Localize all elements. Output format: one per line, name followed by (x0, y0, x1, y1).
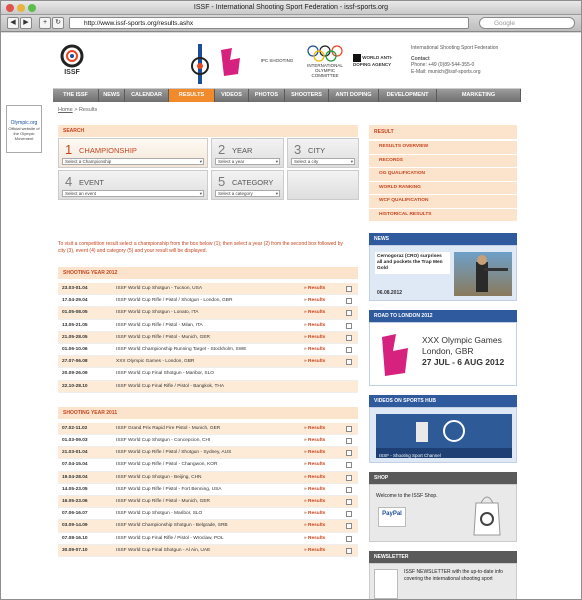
pdf-icon[interactable] (346, 359, 352, 365)
search-instructions: To visit a competition result select a championship from the box below (1); then select a year (2) from the second box followed by city (3), event (4) and category (5) and your result will be displayed. (58, 241, 343, 254)
right-column (369, 125, 517, 600)
browser-toolbar (1, 15, 581, 32)
search-box-category (211, 170, 284, 200)
year-header: SHOOTING YEAR 2012 (58, 267, 358, 279)
contact-label: Contact (411, 55, 430, 62)
event-date: 23.03-01.04 (62, 286, 88, 291)
table-row (58, 356, 358, 368)
event-date: 17.04-29.04 (62, 298, 88, 304)
pdf-icon[interactable] (346, 347, 352, 353)
close-icon[interactable] (6, 4, 14, 12)
ioc-logo-text: INTERNATIONAL OLYMPIC COMMITTEE (307, 63, 343, 78)
nav-item-development[interactable]: DEVELOPMENT (379, 89, 437, 102)
reload-button[interactable]: ↻ (52, 17, 64, 29)
breadcrumb-current: Results (78, 107, 98, 113)
event-title: ISSF World Cup Shotgun - Beijing, CHN (116, 474, 202, 480)
pdf-icon[interactable] (346, 523, 352, 529)
ipc-logo-text: IPC SHOOTING (260, 58, 294, 63)
results-link[interactable]: » Results (304, 310, 326, 316)
back-button[interactable]: ◀ (7, 17, 19, 29)
paypal-button[interactable] (378, 507, 406, 527)
event-select[interactable]: Select an event ▾ (62, 190, 204, 197)
nav-item-anti-doping[interactable]: ANTI DOPING (329, 89, 379, 102)
results-link[interactable]: » Results (304, 286, 326, 291)
table-row (58, 295, 358, 307)
pdf-icon[interactable] (346, 426, 352, 432)
search-box-empty (287, 170, 359, 200)
pdf-icon[interactable] (346, 475, 352, 481)
breadcrumb-home[interactable]: Home (58, 107, 73, 113)
shop-header: SHOP (369, 472, 517, 484)
results-link[interactable]: » Results (304, 523, 326, 529)
event-title: ISSF World Cup Shotgun - Maribor, SLO (116, 511, 203, 517)
forward-button[interactable]: ▶ (20, 17, 32, 29)
table-row (58, 496, 358, 508)
videos-header: VIDEOS ON SPORTS HUB (369, 395, 517, 407)
event-date: 20.09-26.09 (62, 371, 88, 377)
pdf-icon[interactable] (346, 286, 352, 292)
table-row (58, 435, 358, 447)
event-date: 07.06-16.07 (62, 511, 88, 517)
results-link[interactable]: » Results (304, 359, 326, 365)
results-link[interactable]: » Results (304, 334, 326, 340)
nav-item-news[interactable]: NEWS (99, 89, 125, 102)
table-row (58, 520, 358, 532)
news-date: 06.08.2012 (377, 290, 403, 296)
results-link[interactable]: » Results (304, 474, 326, 480)
table-row (58, 472, 358, 484)
table-row (58, 508, 358, 520)
category-select[interactable]: Select a category ▾ (215, 190, 280, 197)
london-info[interactable] (422, 335, 504, 368)
nav-item-shooters[interactable]: SHOOTERS (285, 89, 329, 102)
event-date: 16.05-23.06 (62, 499, 88, 504)
event-title: ISSF World Cup Final Rifle / Pistol - Bangkok, THA (116, 383, 225, 389)
event-date: 01.03-09.03 (62, 438, 88, 443)
table-row (58, 368, 358, 380)
results-link[interactable]: » Results (304, 547, 326, 553)
contact-phone: Phone: +49 (0)89-544-355-0 (411, 62, 475, 68)
table-row (58, 447, 358, 459)
london-line1: XXX Olympic Games (422, 335, 502, 345)
table-row (58, 381, 358, 393)
event-date: 07.04-15.04 (62, 462, 88, 468)
event-date: 01.05-08.05 (62, 310, 88, 316)
event-title: ISSF World Championship Running Target - Stockholm, SWE (116, 347, 247, 352)
news-headline[interactable]: Cernogoraz (CRO) surprises all and pockets the Trap Men Gold (375, 252, 450, 274)
window-title: ISSF - International Shooting Sport Federation - issf-sports.org (193, 4, 389, 11)
address-bar[interactable]: http://www.issf-sports.org/results.ashx (69, 17, 469, 29)
step-number: 2 (218, 142, 226, 157)
ioc-logo (301, 44, 349, 84)
london-panel (369, 310, 517, 386)
search-box-championship (58, 138, 208, 168)
search-field[interactable]: Google (479, 17, 575, 29)
result-menu-item-wcf-qualification[interactable]: WCF QUALIFICATION (369, 195, 517, 208)
video-player[interactable] (376, 414, 512, 458)
event-date: 30.09-07.10 (62, 547, 88, 553)
step-number: 4 (65, 174, 73, 189)
result-menu-item-results-overview[interactable]: RESULTS OVERVIEW (369, 141, 517, 154)
pdf-icon[interactable] (346, 310, 352, 316)
search-header: SEARCH (58, 125, 358, 137)
result-menu-item-records[interactable]: RECORDS (369, 155, 517, 168)
result-menu-header: RESULT (369, 125, 517, 139)
event-date: 03.09-14.09 (62, 523, 88, 529)
results-link[interactable]: » Results (304, 450, 326, 456)
wada-logo (353, 44, 403, 84)
table-row (58, 484, 358, 496)
pdf-icon[interactable] (346, 335, 352, 341)
event-title: ISSF World Championship Shotgun - Belgrade, SRB (116, 523, 228, 529)
nav-item-photos[interactable]: PHOTOS (249, 89, 285, 102)
table-row (58, 545, 358, 557)
site-header (53, 39, 521, 89)
result-menu (369, 141, 517, 221)
event-date: 14.05-23.05 (62, 486, 88, 492)
event-title: ISSF Grand Prix Rapid Fire Pistol - Munich, GER (116, 425, 221, 431)
results-link[interactable]: » Results (304, 347, 326, 352)
event-title: ISSF World Cup Final Shotgun - Maribor, SLO (116, 371, 215, 377)
pdf-icon[interactable] (346, 450, 352, 456)
pdf-icon[interactable] (346, 462, 352, 468)
event-title: ISSF World Cup Shotgun - Lonato, ITA (116, 310, 199, 316)
step-label: CITY (308, 146, 326, 155)
table-row (58, 283, 358, 295)
year-select[interactable]: Select a year ▾ (215, 158, 280, 165)
table-row (58, 320, 358, 332)
newsletter-text: ISSF NEWSLETTER with the up-to-date info covering the international shooting sport (404, 569, 503, 582)
olympic-badge[interactable] (6, 105, 42, 153)
page-viewport (1, 33, 581, 600)
video-caption: ISSF - Shooting Sport Channel (379, 453, 441, 458)
step-label: YEAR (232, 146, 253, 155)
event-title: ISSF World Cup Final Rifle / Pistol - Wroclaw, POL (116, 535, 224, 541)
pdf-icon[interactable] (346, 487, 352, 493)
news-photo[interactable] (454, 252, 512, 296)
table-row (58, 344, 358, 356)
event-date: 07.08-16.10 (62, 535, 88, 541)
title-bar (1, 1, 581, 15)
year-header: SHOOTING YEAR 2011 (58, 407, 358, 419)
breadcrumb (58, 107, 97, 113)
newsletter-panel (369, 551, 517, 600)
event-title: XXX Olympic Games - London, GBR (116, 359, 195, 365)
london2012-emblem (378, 329, 414, 381)
paypal-label: PayPal (382, 511, 402, 517)
org-name: International Shooting Sport Federation (411, 45, 499, 51)
nav-item-the-issf[interactable]: THE ISSF (53, 89, 99, 102)
ipc-shooting-logo (257, 44, 297, 84)
nav-item-results[interactable]: RESULTS (169, 89, 215, 102)
contact-block (411, 45, 521, 75)
wada-icon (353, 54, 361, 62)
search-box-city (287, 138, 359, 168)
issf-logo-text: ISSF (64, 69, 80, 76)
result-menu-item-world-ranking[interactable]: WORLD RANKING (369, 182, 517, 195)
event-date: 22.10-28.10 (62, 383, 88, 389)
pdf-icon[interactable] (346, 536, 352, 542)
event-title: ISSF World Cup Rifle / Pistol - Munich, GER (116, 499, 211, 504)
event-date: 01.06-10.06 (62, 347, 88, 352)
step-label: EVENT (79, 178, 105, 187)
event-title: ISSF World Cup Final Shotgun - Al Ain, UAE (116, 547, 211, 553)
event-date: 21.03-01.04 (62, 450, 88, 456)
main-nav (53, 89, 521, 102)
shop-panel (369, 472, 517, 542)
event-title: ISSF World Cup Shotgun - Concepcion, CHI (116, 438, 211, 443)
zoom-icon[interactable] (28, 4, 36, 12)
event-title: ISSF World Cup Rifle / Pistol - Milan, ITA (116, 322, 203, 328)
london-header: ROAD TO LONDON 2012 (369, 310, 517, 322)
pdf-icon[interactable] (346, 548, 352, 554)
nav-item-videos[interactable]: VIDEOS (215, 89, 249, 102)
step-label: CHAMPIONSHIP (79, 146, 137, 155)
olympic-badge-text: Official website of the Olympic Movement (8, 126, 40, 141)
issf-page (53, 39, 521, 599)
nav-item-marketing[interactable]: MARKETING (437, 89, 521, 102)
breadcrumb-separator: > (72, 107, 79, 113)
pdf-icon[interactable] (346, 499, 352, 505)
london-line2: London, GBR (422, 346, 474, 356)
step-number: 1 (65, 142, 73, 157)
london-line3: 27 JUL - 6 AUG 2012 (422, 357, 505, 367)
pdf-icon[interactable] (346, 323, 352, 329)
shopping-bag-icon[interactable] (470, 489, 504, 537)
results-link[interactable]: » Results (304, 438, 326, 443)
pdf-icon[interactable] (346, 511, 352, 517)
results-link[interactable]: » Results (304, 425, 326, 431)
newsletter-thumbnail[interactable] (374, 569, 398, 599)
results-link[interactable]: » Results (304, 535, 326, 541)
table-row (58, 459, 358, 471)
result-menu-item-og-qualification[interactable]: OG QUALIFICATION (369, 168, 517, 181)
event-date: 21.05-28.05 (62, 334, 88, 340)
pdf-icon[interactable] (346, 438, 352, 444)
event-date: 13.05-21.05 (62, 322, 88, 328)
minimize-icon[interactable] (17, 4, 25, 12)
result-menu-item-historical-results[interactable]: HISTORICAL RESULTS (369, 209, 517, 222)
pdf-icon[interactable] (346, 298, 352, 304)
event-title: ISSF World Cup Rifle / Pistol - Munich, GER (116, 334, 211, 340)
london2012-logo (217, 44, 253, 84)
results-link[interactable]: » Results (304, 511, 326, 517)
news-panel (369, 233, 517, 301)
step-label: CATEGORY (232, 178, 274, 187)
city-select[interactable]: Select a city ▾ (291, 158, 355, 165)
table-row (58, 307, 358, 319)
newsletter-header: NEWSLETTER (369, 551, 517, 563)
table-row (58, 533, 358, 545)
event-date: 27.07-06.08 (62, 359, 88, 365)
table-row (58, 332, 358, 344)
add-bookmark-button[interactable]: + (39, 17, 51, 29)
news-header: NEWS (369, 233, 517, 245)
event-title: ISSF World Cup Rifle / Pistol - Changwon, KOR (116, 462, 218, 468)
event-date: 19.04-28.04 (62, 474, 88, 480)
championship-select[interactable]: Select a Championship ▾ (62, 158, 204, 165)
videos-panel (369, 395, 517, 463)
results-link[interactable]: » Results (304, 499, 326, 504)
nav-item-calendar[interactable]: CALENDAR (125, 89, 169, 102)
results-link[interactable]: » Results (304, 462, 326, 468)
step-number: 3 (294, 142, 302, 157)
olympic-badge-title: Olympic.org (10, 120, 38, 126)
step-number: 5 (218, 174, 226, 189)
results-link[interactable]: » Results (304, 486, 326, 492)
target-emblem (187, 44, 213, 84)
results-link[interactable]: » Results (304, 322, 326, 328)
table-row (58, 423, 358, 435)
search-box-year (211, 138, 284, 168)
event-title: ISSF World Cup Rifle / Pistol / Shotgun - London, GBR (116, 298, 233, 304)
event-title: ISSF World Cup Rifle / Pistol / Shotgun - Sydney, AUS (116, 450, 232, 456)
event-title: ISSF World Cup Shotgun - Tucson, USA (116, 286, 203, 291)
shop-text: Welcome to the ISSF Shop. (376, 493, 438, 499)
event-title: ISSF World Cup Rifle / Pistol - Fort Benning, USA (116, 486, 222, 492)
search-box-event (58, 170, 208, 200)
issf-logo[interactable] (57, 44, 87, 84)
event-date: 07.02-11.02 (62, 425, 88, 431)
wada-logo-text: WORLD ANTI-DOPING AGENCY (353, 55, 393, 67)
results-link[interactable]: » Results (304, 298, 326, 304)
contact-email[interactable]: E-Mail: munich@issf-sports.org (411, 68, 481, 75)
